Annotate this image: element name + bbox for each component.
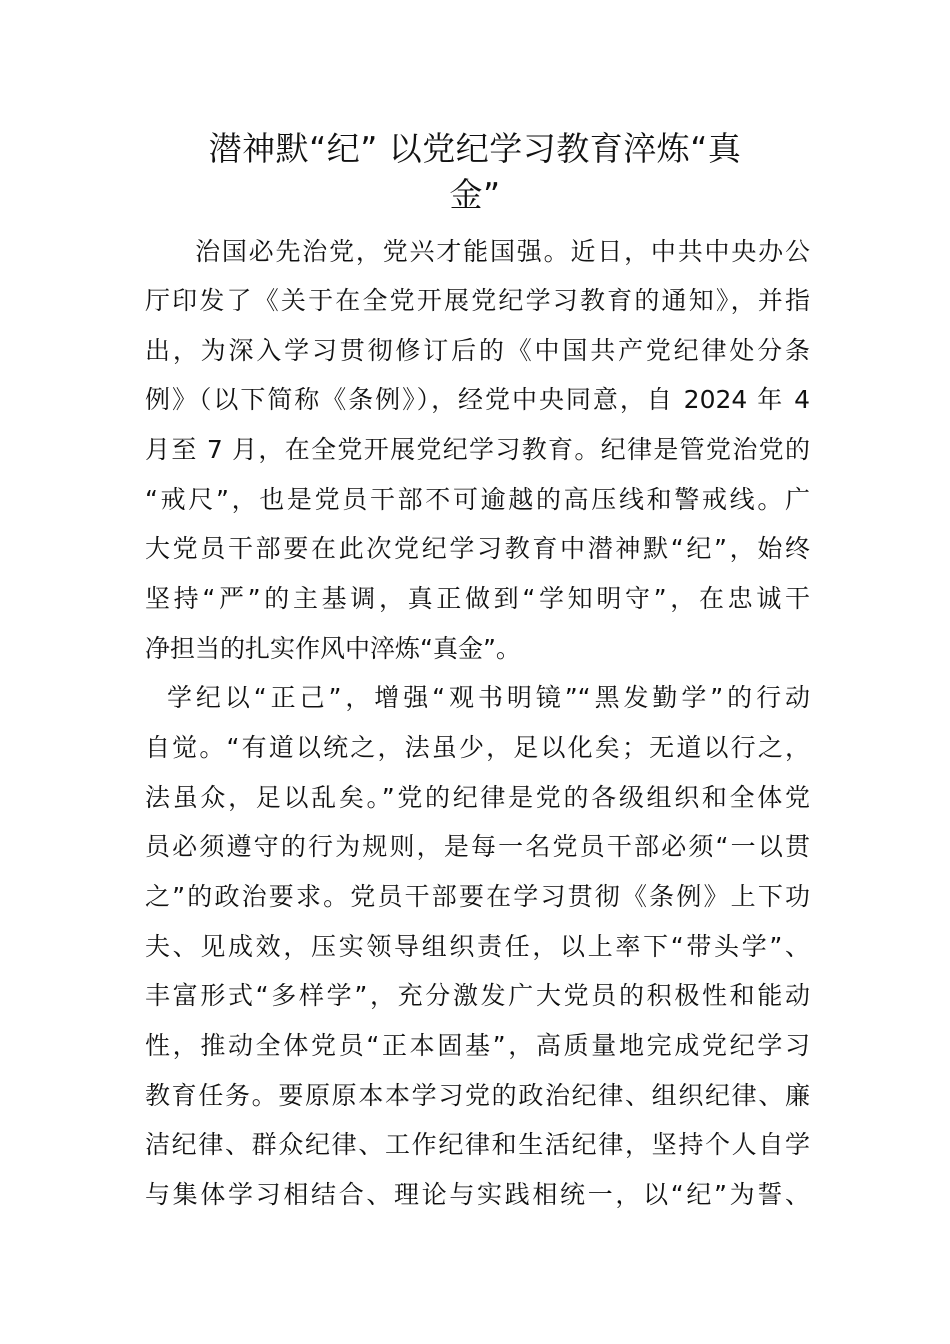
body-line: 性，推动全体党员“正本固基”，高质量地完成党纪学习 (145, 1031, 810, 1060)
body-line: 丰富形式“多样学”，充分激发广大党员的积极性和能动 (145, 981, 810, 1010)
body-line: 净担当的扎实作风中淬炼“真金”。 (145, 634, 521, 663)
body-line: 坚持“严”的主基调，真正做到“学知明守”，在忠诚干 (145, 584, 810, 613)
body-line: 与集体学习相结合、理论与实践相统一，以“纪”为誓、 (145, 1180, 810, 1209)
body-line: 教育任务。要原原本本学习党的政治纪律、组织纪律、廉 (145, 1081, 810, 1110)
body-line: 法虽众，足以乱矣。”党的纪律是党的各级组织和全体党 (145, 783, 810, 812)
body-line: 之”的政治要求。党员干部要在学习贯彻《条例》上下功 (145, 882, 810, 911)
body-line: 月至 7 月，在全党开展党纪学习教育。纪律是管党治党的 (145, 435, 810, 464)
body-line: 大党员干部要在此次党纪学习教育中潜神默“纪”，始终 (145, 534, 810, 563)
body-line: 出，为深入学习贯彻修订后的《中国共产党纪律处分条 (145, 336, 810, 365)
body-line: “戒尺”，也是党员干部不可逾越的高压线和警戒线。广 (145, 485, 810, 514)
body-line: 治国必先治党，党兴才能国强。近日，中共中央办公 (195, 237, 810, 266)
document-title (150, 126, 800, 218)
body-line: 厅印发了《关于在全党开展党纪学习教育的通知》，并指 (145, 286, 810, 315)
body-line: 学纪以“正己”，增强“观书明镜”“黑发勤学”的行动 (167, 683, 810, 712)
title-line-1: 潜神默“纪” 以党纪学习教育淬炼“真 (208, 129, 742, 168)
body-line: 自觉。“有道以统之，法虽少，足以化矣；无道以行之， (145, 733, 810, 762)
body-line: 洁纪律、群众纪律、工作纪律和生活纪律，坚持个人自学 (145, 1130, 810, 1159)
body-line: 夫、见成效，压实领导组织责任，以上率下“带头学”、 (145, 932, 810, 961)
body-line: 例》（以下简称《条例》），经党中央同意，自 2024 年 4 (145, 385, 810, 414)
body-line: 员必须遵守的行为规则，是每一名党员干部必须“一以贯 (145, 832, 810, 861)
title-line-2: 金” (449, 175, 501, 214)
